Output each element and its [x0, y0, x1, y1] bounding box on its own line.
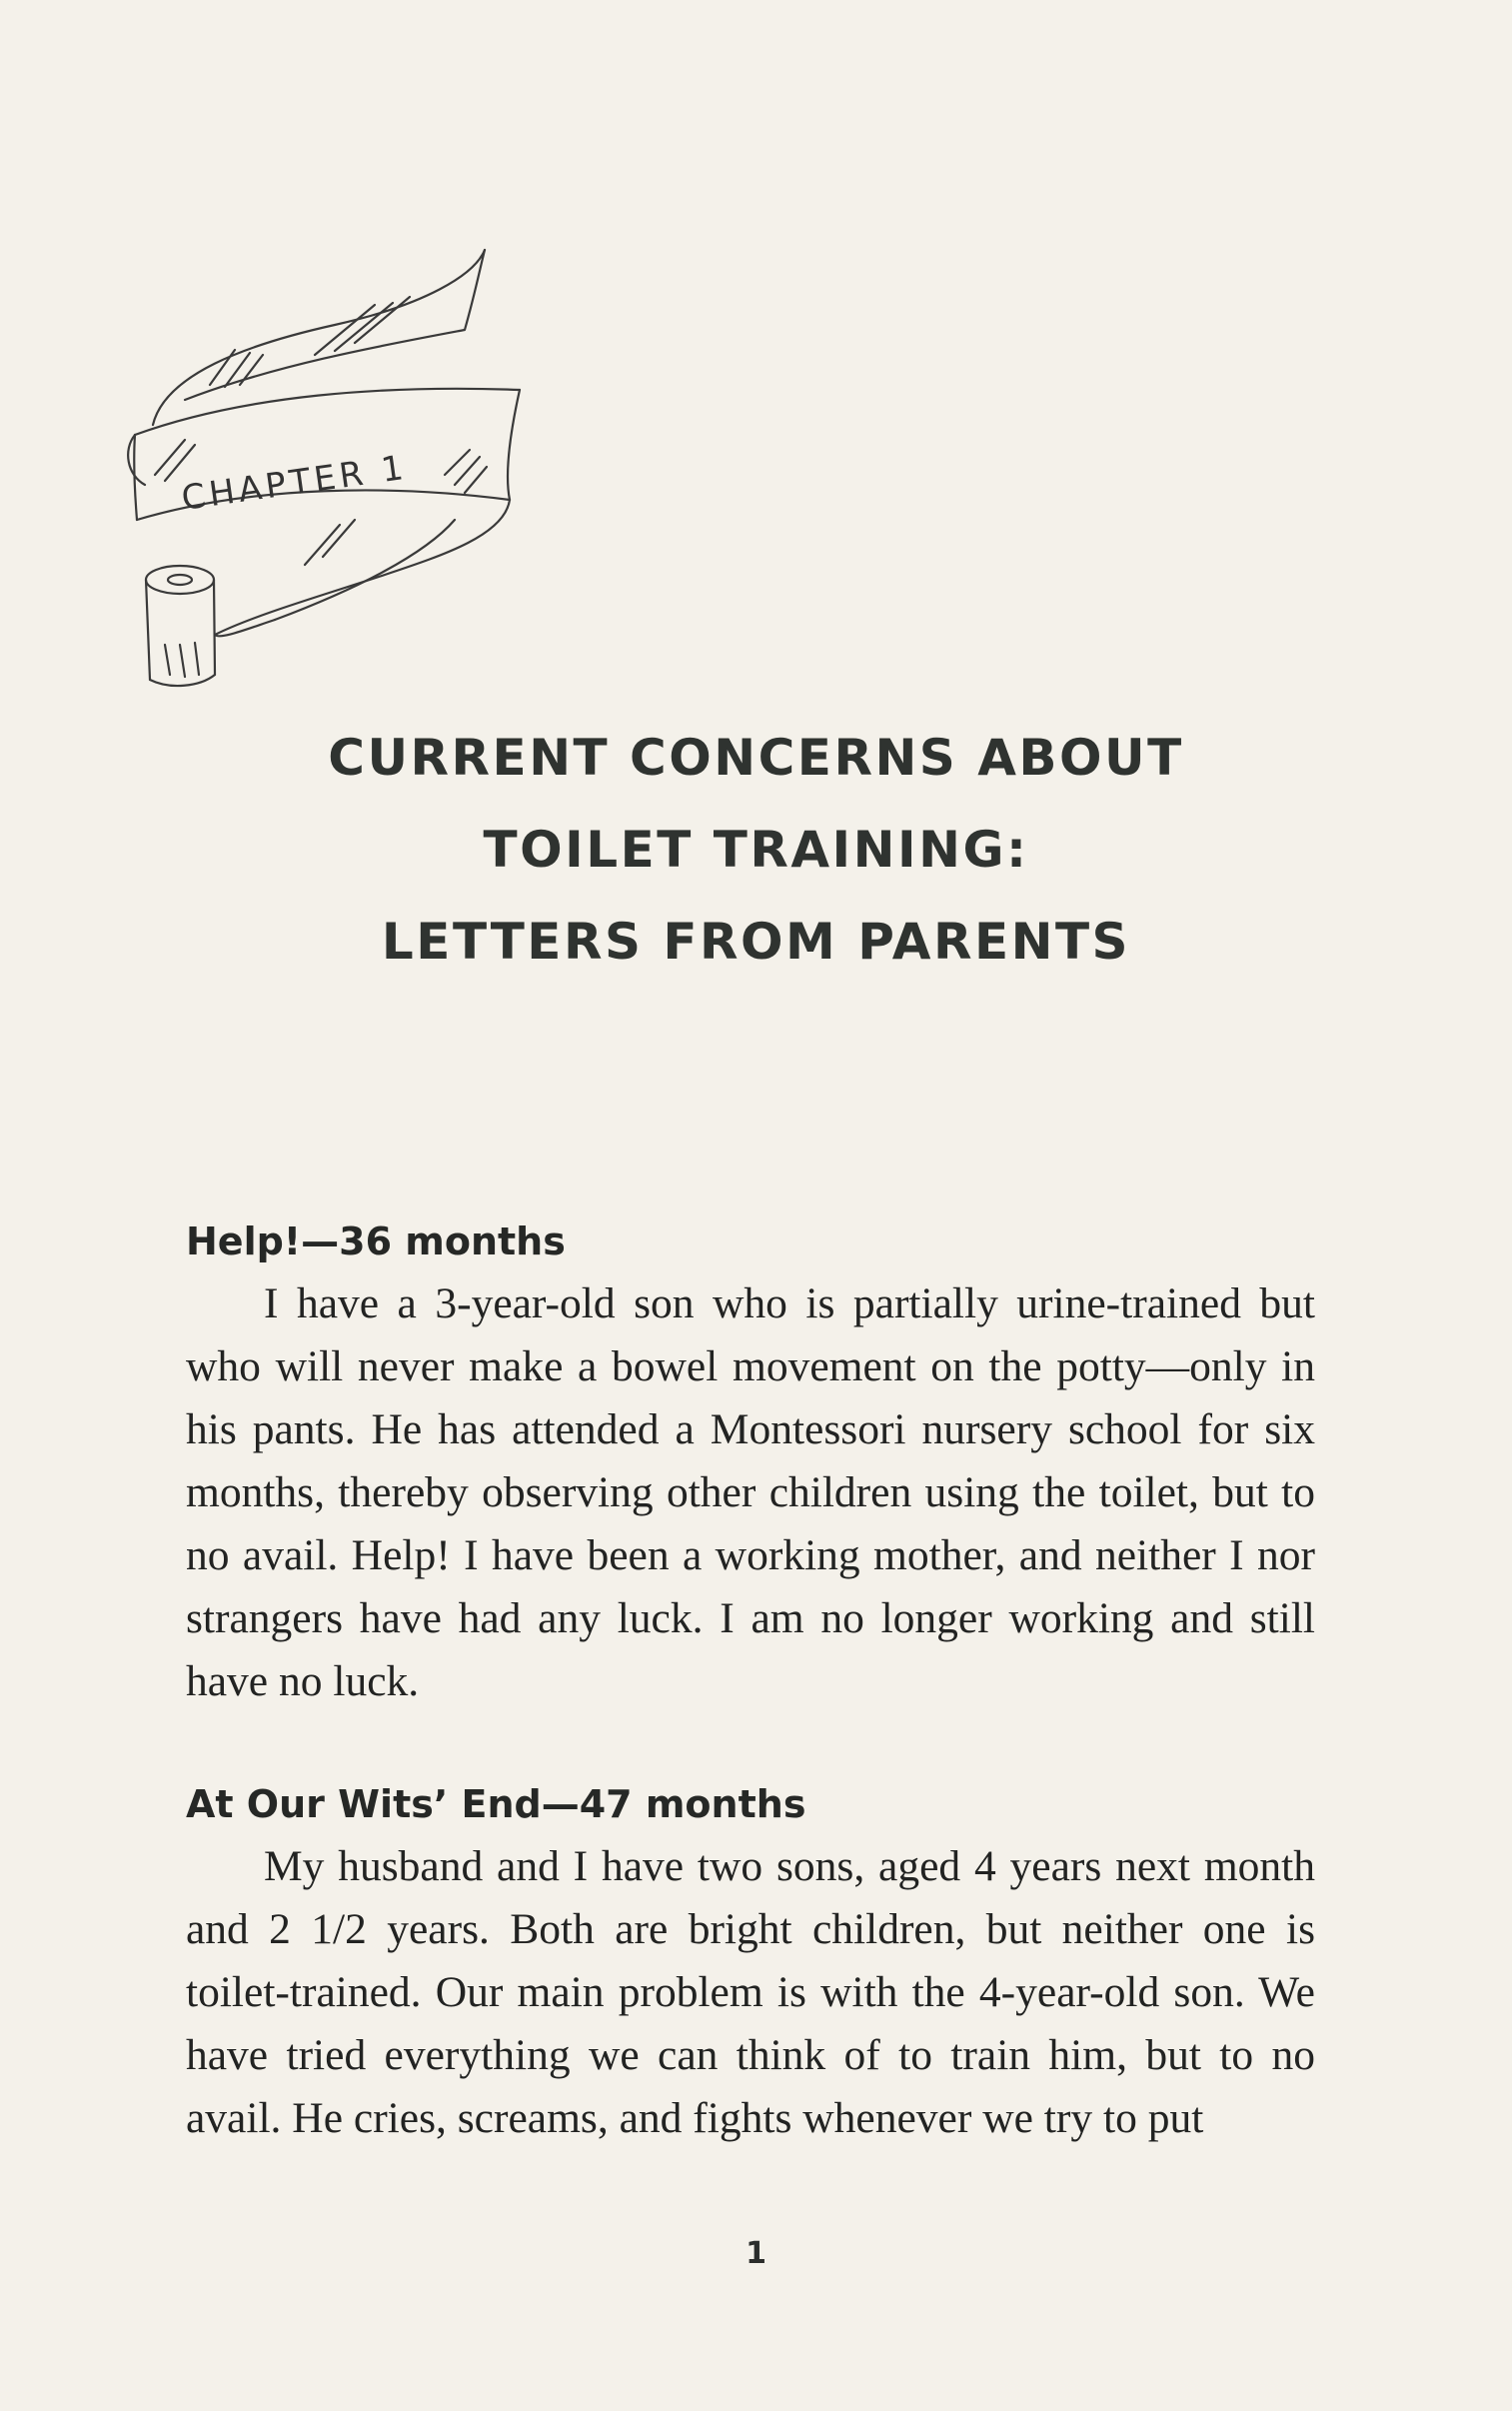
toilet-paper-banner-icon [125, 235, 545, 705]
chapter-title [0, 712, 1512, 988]
letter-body: I have a 3-year-old son who is partially urine-trained but who will never make a bowel movement on the potty—only in his pants. He has attended a Montessori nursery school for six months, thereby observing other children using the toilet, but to no avail. Help! I have been a working mother, and neither I nor strangers have had any luck. I am no longer working and still have no luck. [186, 1279, 1315, 1705]
chapter-title-line: CURRENT CONCERNS ABOUT [328, 729, 1184, 787]
page-number: 1 [746, 2236, 766, 2271]
letter-heading: Help!—36 months [186, 1219, 566, 1263]
chapter-label: CHAPTER 1 [179, 447, 410, 519]
chapter-title-line: TOILET TRAINING: [483, 821, 1029, 879]
letter-section [186, 1214, 1315, 1713]
chapter-title-line: LETTERS FROM PARENTS [381, 913, 1131, 971]
letter-section [186, 1777, 1315, 2150]
letter-body: My husband and I have two sons, aged 4 years next month and 2 1/2 years. Both are bright children, but neither one is toilet-trained. Our main problem is with the 4-year-old son. We have tried everything we can think of to train him, but to no avail. He cries, screams, and fights whenever we try to put [186, 1842, 1315, 2142]
letter-heading: At Our Wits’ End—47 months [186, 1782, 806, 1826]
